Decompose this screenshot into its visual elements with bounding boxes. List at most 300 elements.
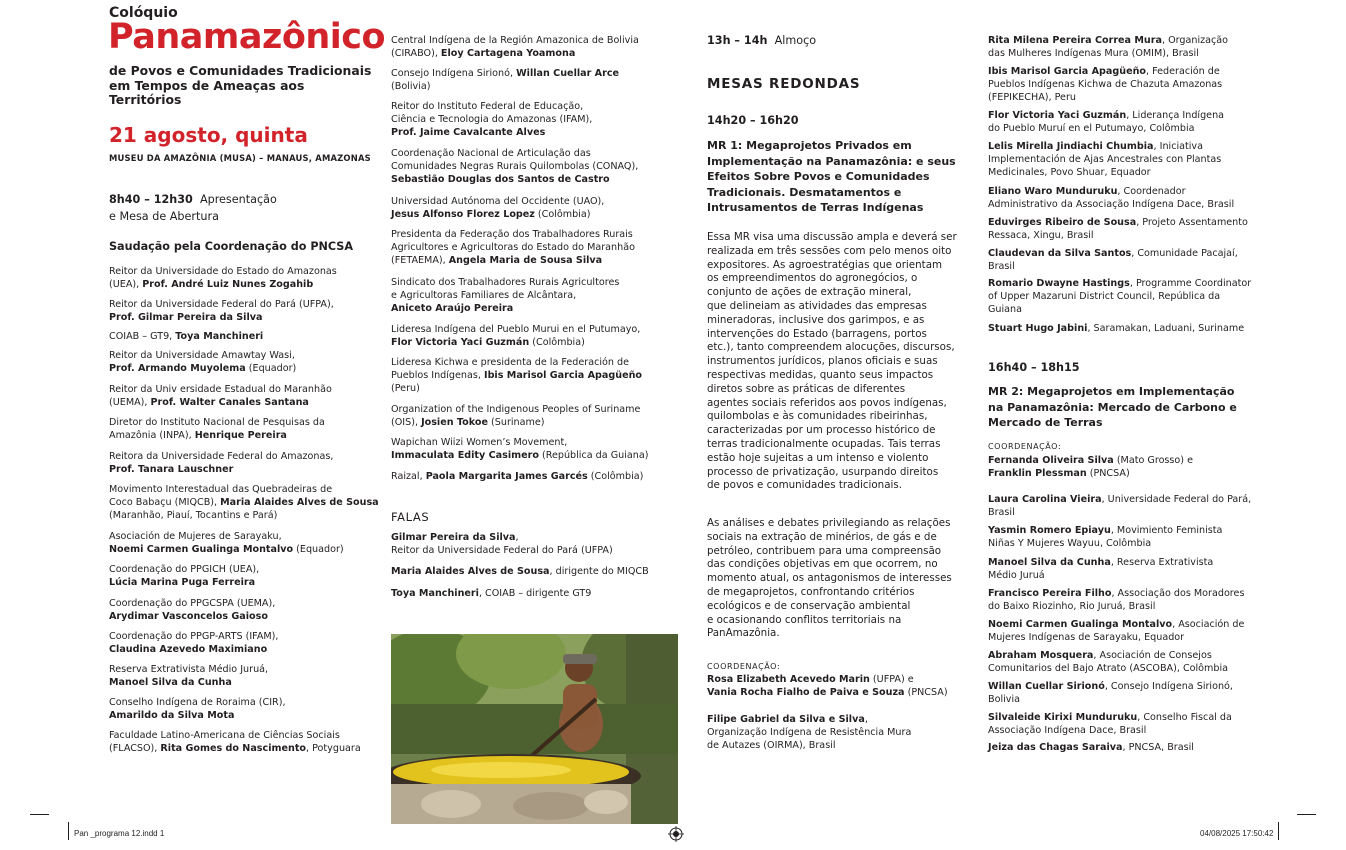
- speaker-line: [988, 524, 1253, 537]
- speaker-name: Filipe Gabriel da Silva e Silva: [707, 714, 865, 725]
- speaker-line: [988, 680, 1253, 693]
- speaker-org: Administrativo da Associação Indígena Dace, Brasil: [988, 199, 1235, 210]
- participant-org: Universidad Autónoma del Occidente (UAO),: [391, 196, 605, 207]
- text-line: expositores. As agroestratégias que orientam: [707, 258, 943, 271]
- coordinator-suffix: (Mato Grosso) e: [1113, 455, 1193, 466]
- participant-org: Reitor do Instituto Federal de Educação,: [391, 101, 584, 112]
- participant-org: Ciência e Tecnologia do Amazonas (IFAM),: [391, 114, 593, 125]
- speaker-org: (FEPIKECHA), Peru: [988, 92, 1076, 103]
- participant-line: [109, 463, 399, 476]
- falas-line: [391, 587, 681, 600]
- text-line: quilombolas e às comunidades ribeirinhas,: [707, 410, 928, 423]
- speaker-name: Laura Carolina Vieira: [988, 494, 1102, 505]
- participant-name: Eloy Cartagena Yoamona: [440, 48, 576, 59]
- speaker-line: [988, 65, 1253, 78]
- speaker-line: [988, 277, 1253, 290]
- participant-line: [109, 362, 399, 375]
- participant-suffix: (Suriname): [487, 417, 545, 428]
- text-line: de povos e comunidades tradicionais.: [707, 479, 903, 492]
- participant-line: [109, 396, 399, 409]
- participant-name: Paola Margarita James Garcés: [425, 471, 588, 482]
- coordinator-name: Vania Rocha Fialho de Paiva e Souza: [707, 687, 905, 698]
- participant-org: Reitor da Universidade Federal do Pará (UFPA),: [109, 299, 334, 310]
- participant-line: [109, 742, 399, 755]
- participant-line: [109, 429, 399, 442]
- photo-farinha-roasting: [391, 634, 678, 824]
- participant-org: (UEMA),: [109, 397, 151, 408]
- greeting-heading: Saudação pela Coordenação do PNCSA: [109, 240, 354, 253]
- session-time: 13h – 14h: [707, 34, 768, 47]
- speaker-name: Yasmin Romero Epiayu: [988, 525, 1111, 536]
- participant-entry: [109, 349, 399, 375]
- participant-org: (CIRABO),: [391, 48, 441, 59]
- session-title: Almoço: [774, 34, 817, 47]
- speaker-entry: [988, 711, 1253, 737]
- speaker-entry: [988, 277, 1253, 316]
- falas-name: Toya Manchineri: [391, 588, 479, 599]
- participant-name: Noemi Carmen Gualinga Montalvo: [109, 544, 294, 555]
- event-subtitle: [109, 64, 374, 108]
- participant-org: Organization of the Indigenous Peoples of Suriname: [391, 404, 641, 415]
- session-title: e Mesa de Abertura: [109, 210, 219, 223]
- text-line: instrumentos jurídicos, planos oficiais e suas: [707, 355, 938, 368]
- speaker-name: Jeiza das Chagas Saraiva: [988, 742, 1123, 753]
- speaker-line: [988, 185, 1253, 198]
- speaker-org: , Consejo Indígena Sirionó,: [1104, 681, 1233, 692]
- speaker-entry: [988, 185, 1253, 211]
- speaker-org: , Asociación de: [1172, 619, 1245, 630]
- participant-name: Maria Alaides Alves de Sousa: [220, 497, 379, 508]
- speaker-entry: [988, 649, 1253, 675]
- speaker-name: Claudevan da Silva Santos: [988, 248, 1132, 259]
- participant-entry: [391, 323, 681, 349]
- participant-org: Lideresa Kichwa e presidenta de la Federación de: [391, 357, 630, 368]
- participant-name: Angela Maria de Sousa Silva: [448, 255, 603, 266]
- coordinator-line: [988, 467, 1250, 480]
- participant-org: Pueblos Indígenas,: [391, 370, 484, 381]
- speaker-org: , Federación de: [1146, 66, 1220, 77]
- participant-line: [109, 709, 399, 722]
- falas-item: [391, 587, 681, 600]
- participant-entry: [109, 597, 399, 623]
- participant-org: Presidenta da Federação dos Trabalhadores Rurais: [391, 229, 633, 240]
- participant-org: Reserva Extrativista Médio Juruá,: [109, 664, 269, 675]
- crop-mark: [68, 822, 69, 840]
- participant-entry: [109, 729, 399, 755]
- participant-line: [109, 643, 399, 656]
- coordinator-suffix: (PNCSA): [1086, 468, 1130, 479]
- speaker-org: , PNCSA, Brasil: [1122, 742, 1194, 753]
- participant-entry: [109, 663, 399, 689]
- text-line: que delineiam as atividades das empresas: [707, 299, 927, 312]
- participant-suffix: (Equador): [293, 544, 344, 555]
- text-line: caracterizadas por um processo histórico de: [707, 424, 936, 437]
- speaker-name: Lelis Mirella Jindiachi Chumbia: [988, 141, 1154, 152]
- participant-name: Aniceto Araújo Pereira: [391, 303, 514, 314]
- speaker-org: das Mulheres Indígenas Mura (OMIM), Brasil: [988, 48, 1199, 59]
- participant-entry: [391, 67, 681, 93]
- participant-entry: [391, 470, 681, 483]
- speaker-org: Brasil: [988, 507, 1015, 518]
- falas-suffix: ,: [515, 532, 519, 543]
- participant-line: [109, 496, 399, 509]
- coordinator-line: [988, 454, 1250, 467]
- speaker-name: Manoel Silva da Cunha: [988, 557, 1111, 568]
- participant-org: Raizal,: [391, 471, 426, 482]
- participant-org: COIAB – GT9,: [109, 331, 176, 342]
- crop-mark: [1278, 822, 1279, 840]
- speaker-line: [988, 322, 1253, 335]
- speaker-entry: [988, 109, 1253, 135]
- participant-line: [391, 336, 681, 349]
- mr1-title: [707, 138, 969, 216]
- participant-line: [109, 311, 399, 324]
- participant-name: Sebastião Douglas dos Santos de Castro: [391, 174, 610, 185]
- speaker-org: Organização Indígena de Resistência Mura: [707, 727, 912, 738]
- participant-name: Prof. André Luiz Nunes Zogahib: [142, 279, 314, 290]
- speaker-line: [988, 587, 1253, 600]
- participant-line: [391, 47, 681, 60]
- text-line: os empreendimentos do agronegócios, o: [707, 272, 918, 285]
- event-kicker: Colóquio: [109, 5, 178, 21]
- participant-entry: [391, 147, 681, 186]
- text-line: Tradicionais. Desmatamentos e: [707, 185, 902, 199]
- text-line: Efeitos Sobre Povos e Comunidades: [707, 170, 930, 183]
- speaker-org: of Upper Mazaruni District Council, República da: [988, 291, 1221, 302]
- participant-org: Asociación de Mujeres de Sarayaku,: [109, 531, 282, 542]
- speaker-org: Guiana: [988, 304, 1023, 315]
- speaker-org: , Programme Coordinator: [1129, 278, 1252, 289]
- participant-line: [109, 278, 399, 291]
- participant-entry: [109, 483, 399, 522]
- event-title: Panamazônico: [108, 17, 386, 57]
- speaker-name: Abraham Mosquera: [988, 650, 1094, 661]
- text-line: realizada em três sessões com pelo menos oito: [707, 244, 952, 257]
- participant-name: Prof. Tanara Lauschner: [109, 464, 234, 475]
- falas-name: Gilmar Pereira da Silva: [391, 532, 516, 543]
- text-line: diretos sobre as práticas de diferentes: [707, 382, 906, 395]
- speaker-org: , Conselho Fiscal da: [1137, 712, 1232, 723]
- participant-entry: [391, 100, 681, 139]
- registration-mark-icon: [668, 826, 684, 846]
- participant-org: Comunidades Negras Rurais Quilombolas (CONAQ),: [391, 161, 639, 172]
- participant-name: Rita Gomes do Nascimento: [160, 743, 306, 754]
- text-line: As análises e debates privilegiando as relações: [707, 517, 951, 529]
- speaker-entry: [988, 587, 1253, 613]
- mr2-time: 16h40 – 18h15: [988, 361, 1080, 374]
- participant-name: Jesus Alfonso Florez Lopez: [391, 209, 535, 220]
- participant-entry: [109, 530, 399, 556]
- speaker-entry: [988, 493, 1253, 519]
- speaker-org: de Autazes (OIRMA), Brasil: [707, 740, 836, 751]
- participant-name: Manoel Silva da Cunha: [109, 677, 232, 688]
- participant-name: Amarildo da Silva Mota: [109, 710, 235, 721]
- participant-line: [109, 330, 399, 343]
- mr1-time: 14h20 – 16h20: [707, 114, 799, 127]
- speaker-org: Pueblos Indígenas Kichwa de Chazuta Amazonas: [988, 79, 1223, 90]
- coordinator-name: Fernanda Oliveira Silva: [988, 455, 1114, 466]
- participant-org: (FLACSO),: [109, 743, 161, 754]
- speaker-name: Silvaleide Kirixi Munduruku: [988, 712, 1138, 723]
- participant-entry: [391, 436, 681, 462]
- text-line: Mercado de Terras: [988, 416, 1103, 429]
- participant-org: Coco Babaçu (MIQCB),: [109, 497, 221, 508]
- participant-name: Prof. Walter Canales Santana: [150, 397, 309, 408]
- participant-extra: (Peru): [391, 383, 420, 394]
- participant-org: Coordenação do PPGP-ARTS (IFAM),: [109, 631, 279, 642]
- speaker-name: Ibis Marisol Garcia Apagüeño: [988, 66, 1147, 77]
- participant-name: Arydimar Vasconcelos Gaioso: [109, 611, 268, 622]
- date-heading: 21 agosto, quinta: [109, 123, 308, 147]
- participant-entry: [391, 228, 681, 267]
- text-line: terras tradicionalmente ocupadas. Tais terras: [707, 437, 941, 450]
- subtitle-line: de Povos e Comunidades Tradicionais: [109, 63, 372, 78]
- speaker-entry: [988, 680, 1253, 706]
- text-line: agentes sociais referidos aos povos indígenas,: [707, 396, 947, 409]
- venue: MUSEU DA AMAZÔNIA (MUSA) – MANAUS, AMAZONAS: [109, 153, 371, 163]
- participant-org: Reitor da Universidade Amawtay Wasi,: [109, 350, 295, 361]
- falas-org: Reitor da Universidade Federal do Pará (UFPA): [391, 545, 613, 556]
- speaker-org: Medicinales, Povo Shuar, Equador: [988, 167, 1151, 178]
- text-line: Essa MR visa uma discussão ampla e deverá ser: [707, 231, 957, 243]
- participant-line: [391, 126, 681, 139]
- participant-entry: [109, 416, 399, 442]
- participant-org: Coordenação Nacional de Articulação das: [391, 148, 591, 159]
- speaker-org: , Reserva Extrativista: [1110, 557, 1214, 568]
- participant-line: [391, 173, 681, 186]
- participant-entry: [109, 383, 399, 409]
- footer-filename: Pan _programa 12.indd 1: [74, 829, 165, 838]
- participant-org: Diretor do Instituto Nacional de Pesquisas da: [109, 417, 325, 428]
- participant-suffix: (Colômbia): [587, 471, 644, 482]
- crop-mark: [30, 814, 49, 815]
- mr1-description: [707, 231, 969, 493]
- participant-name: Toya Manchineri: [175, 331, 264, 342]
- speaker-org: , Liderança Indígena: [1126, 110, 1225, 121]
- falas-name: Maria Alaides Alves de Sousa: [391, 566, 550, 577]
- participant-line: [391, 369, 681, 382]
- speaker-name: Flor Victoria Yaci Guzmán: [988, 110, 1127, 121]
- speaker-org: Comunitarios del Bajo Atrato (ASCOBA), Colômbia: [988, 663, 1229, 674]
- mr2-title: [988, 384, 1250, 431]
- participant-org: (OIS),: [391, 417, 422, 428]
- speaker-entry: [988, 247, 1253, 273]
- participant-org: Central Indígena de la Región Amazonica de Bolivia: [391, 35, 639, 46]
- participant-line: [391, 254, 681, 267]
- text-line: Implementação na Panamazônia: e seus: [707, 154, 956, 168]
- text-line: mineradoras, inclusive dos garimpos, e as: [707, 313, 925, 326]
- speaker-line: [988, 109, 1253, 122]
- participant-line: [109, 543, 399, 556]
- lunch-session: [707, 32, 816, 49]
- coordinator-block: [988, 454, 1250, 480]
- speaker-org: do Pueblo Muruí en el Putumayo, Colômbia: [988, 123, 1195, 134]
- speaker-org: Bolivia: [988, 694, 1021, 705]
- coordinator-line: [707, 673, 969, 686]
- participant-name: Henrique Pereira: [194, 430, 287, 441]
- speaker-suffix: ,: [864, 714, 868, 725]
- participant-suffix: (Colômbia): [534, 209, 591, 220]
- speaker-org: Niñas Y Mujeres Wayuu, Colômbia: [988, 538, 1152, 549]
- falas-heading: FALAS: [391, 510, 430, 524]
- subtitle-line: em Tempos de Ameaças aos Territórios: [109, 77, 305, 107]
- participant-org: Agricultores e Agricultoras do Estado do Maranhão: [391, 242, 635, 253]
- speaker-org: , Iniciativa: [1153, 141, 1203, 152]
- participant-org: Coordenação do PPGCSPA (UEMA),: [109, 598, 276, 609]
- participant-entry: [109, 696, 399, 722]
- participant-suffix: (República da Guiana): [538, 450, 649, 461]
- participant-suffix: , Potyguara: [306, 743, 361, 754]
- participant-entry: [109, 630, 399, 656]
- participant-name: Ibis Marisol Garcia Apagüeño: [484, 370, 643, 381]
- participant-entry: [109, 563, 399, 589]
- falas-line: [391, 565, 681, 578]
- speaker-org: Brasil: [988, 261, 1015, 272]
- mr1-speaker: [707, 713, 969, 752]
- text-line: ecológicos e de conservação ambiental: [707, 599, 911, 612]
- speaker-org: Médio Juruá: [988, 570, 1045, 581]
- participant-entry: [391, 195, 681, 221]
- participant-line: [109, 576, 399, 589]
- speaker-org: Implementación de Ajas Ancestrales con Plantas: [988, 154, 1222, 165]
- participant-org: Reitor da Universidade do Estado do Amazonas: [109, 266, 337, 277]
- session-title: Apresentação: [199, 193, 277, 206]
- participant-org: Coordenação do PPGICH (UEA),: [109, 564, 260, 575]
- speaker-name: Stuart Hugo Jabini: [988, 323, 1088, 334]
- participant-name: Josien Tokoe: [421, 417, 488, 428]
- speaker-entry: [988, 34, 1253, 60]
- participant-name: Lúcia Marina Puga Ferreira: [109, 577, 256, 588]
- participant-line: [391, 302, 681, 315]
- participant-org: (FETAEMA),: [391, 255, 449, 266]
- speaker-name: Eliano Waro Munduruku: [988, 186, 1118, 197]
- session-time: 8h40 – 12h30: [109, 193, 193, 206]
- participant-extra: (Maranhão, Piauí, Tocantins e Pará): [109, 510, 278, 521]
- speaker-line: [988, 493, 1253, 506]
- text-line: respectivas medidas, quanto seus impactos: [707, 368, 934, 381]
- coordinator-name: Franklin Plessman: [988, 468, 1087, 479]
- participant-org: Faculdade Latino-Americana de Ciências Sociais: [109, 730, 340, 741]
- speaker-line: [988, 741, 1253, 754]
- participant-name: Willan Cuellar Arce: [516, 68, 620, 79]
- text-line: estão hoje sujeitas a um intenso e violento: [707, 451, 929, 464]
- participant-org: Lideresa Indígena del Pueblo Murui en el Putumayo,: [391, 324, 641, 335]
- speaker-line: [988, 618, 1253, 631]
- participant-entry: [109, 450, 399, 476]
- crop-mark: [1297, 814, 1316, 815]
- speaker-entry: [988, 741, 1253, 754]
- participant-entry: [109, 330, 399, 343]
- speaker-org: , Asociación de Consejos: [1093, 650, 1212, 661]
- speaker-entry: [988, 618, 1253, 644]
- speaker-org: , Organização: [1161, 35, 1229, 46]
- falas-line: [391, 531, 681, 544]
- speaker-entry: [988, 216, 1253, 242]
- speaker-org: , Comunidade Pacajaí,: [1131, 248, 1238, 259]
- text-line: na Panamazônia: Mercado de Carbono e: [988, 400, 1237, 414]
- participant-entry: [391, 34, 681, 60]
- mr1-description-2: [707, 517, 969, 641]
- participant-line: [391, 67, 681, 80]
- text-line: das condições objetivas em que ocorrem, no: [707, 558, 938, 571]
- coordinator-block: [707, 673, 969, 699]
- speaker-entry: [988, 322, 1253, 335]
- participant-entry: [391, 356, 681, 395]
- speaker-org: , Associação dos Moradores: [1111, 588, 1245, 599]
- participant-entry: [109, 298, 399, 324]
- speaker-name: Romario Dwayne Hastings: [988, 278, 1130, 289]
- participant-org: e Agricultoras Familiares de Alcântara,: [391, 290, 577, 301]
- participant-entry: [109, 265, 399, 291]
- participant-org: Movimento Interestadual das Quebradeiras de: [109, 484, 333, 495]
- participant-suffix: (Equador): [245, 363, 297, 374]
- text-line: sociais na extração de minérios, de gás e de: [707, 530, 937, 543]
- participant-org: (UEA),: [109, 279, 143, 290]
- text-line: MR 2: Megaprojetos em Implementação: [988, 385, 1235, 398]
- coordinator-name: Rosa Elizabeth Acevedo Marin: [707, 674, 870, 685]
- participant-entry: [391, 403, 681, 429]
- speaker-org: Associação Indígena Dace, Brasil: [988, 725, 1147, 736]
- speaker-line: [988, 247, 1253, 260]
- speaker-line: [988, 711, 1253, 724]
- speaker-name: Eduvirges Ribeiro de Sousa: [988, 217, 1137, 228]
- falas-suffix: , dirigente do MIQCB: [549, 566, 649, 577]
- participant-line: [391, 470, 681, 483]
- speaker-org: Mujeres Indígenas de Sarayaku, Equador: [988, 632, 1185, 643]
- falas-item: [391, 531, 681, 557]
- speaker-org: , Universidade Federal do Pará,: [1101, 494, 1252, 505]
- text-line: e ocasionando conflitos territoriais na: [707, 613, 902, 626]
- participant-line: [109, 610, 399, 623]
- mesas-heading: MESAS REDONDAS: [707, 76, 861, 92]
- speaker-name: Noemi Carmen Gualinga Montalvo: [988, 619, 1173, 630]
- speaker-line: [988, 216, 1253, 229]
- speaker-org: , Projeto Assentamento: [1136, 217, 1248, 228]
- participant-name: Flor Victoria Yaci Guzmán: [391, 337, 530, 348]
- text-line: etc.), tanto compreendem alocuções, discursos,: [707, 341, 955, 354]
- speaker-entry: [988, 524, 1253, 550]
- participant-org: Reitora da Universidade Federal do Amazonas,: [109, 451, 334, 462]
- speaker-org: , Saramakan, Laduani, Suriname: [1087, 323, 1245, 334]
- participant-name: Prof. Armando Muyolema: [109, 363, 246, 374]
- text-line: conjunto de ações de extração mineral,: [707, 286, 912, 299]
- participant-name: Prof. Gilmar Pereira da Silva: [109, 312, 263, 323]
- participant-name: Prof. Jaime Cavalcante Alves: [391, 127, 546, 138]
- participant-line: [391, 208, 681, 221]
- speaker-line: [988, 140, 1253, 153]
- speaker-line: [988, 556, 1253, 569]
- speaker-org: , Coordenador: [1117, 186, 1186, 197]
- text-line: de megaprojetos, confrontando critérios: [707, 585, 915, 598]
- text-line: intervenções do Estado (barragens, portos: [707, 327, 927, 340]
- participant-org: Amazônia (INPA),: [109, 430, 195, 441]
- speaker-entry: [988, 65, 1253, 104]
- participant-org: Conselho Indígena de Roraima (CIR),: [109, 697, 286, 708]
- text-line: processo de privatização, usurpando direitos: [707, 465, 939, 478]
- footer-timestamp: 04/08/2025 17:50:42: [1200, 829, 1274, 838]
- speaker-org: , Movimiento Feminista: [1110, 525, 1223, 536]
- mr1-coord-label: COORDENAÇÃO:: [707, 662, 781, 671]
- participant-org: Reitor da Univ ersidade Estadual do Maranhão: [109, 384, 332, 395]
- participant-name: Claudina Azevedo Maximiano: [109, 644, 268, 655]
- participant-org: Sindicato dos Trabalhadores Rurais Agricultores: [391, 277, 620, 288]
- participant-org: Consejo Indígena Sirionó,: [391, 68, 517, 79]
- coordinator-suffix: (UFPA) e: [869, 674, 914, 685]
- falas-suffix: , COIAB – dirigente GT9: [478, 588, 592, 599]
- participant-extra: (Bolivia): [391, 81, 431, 92]
- coordinator-suffix: (PNCSA): [904, 687, 948, 698]
- speaker-name: Willan Cuellar Sirionó: [988, 681, 1105, 692]
